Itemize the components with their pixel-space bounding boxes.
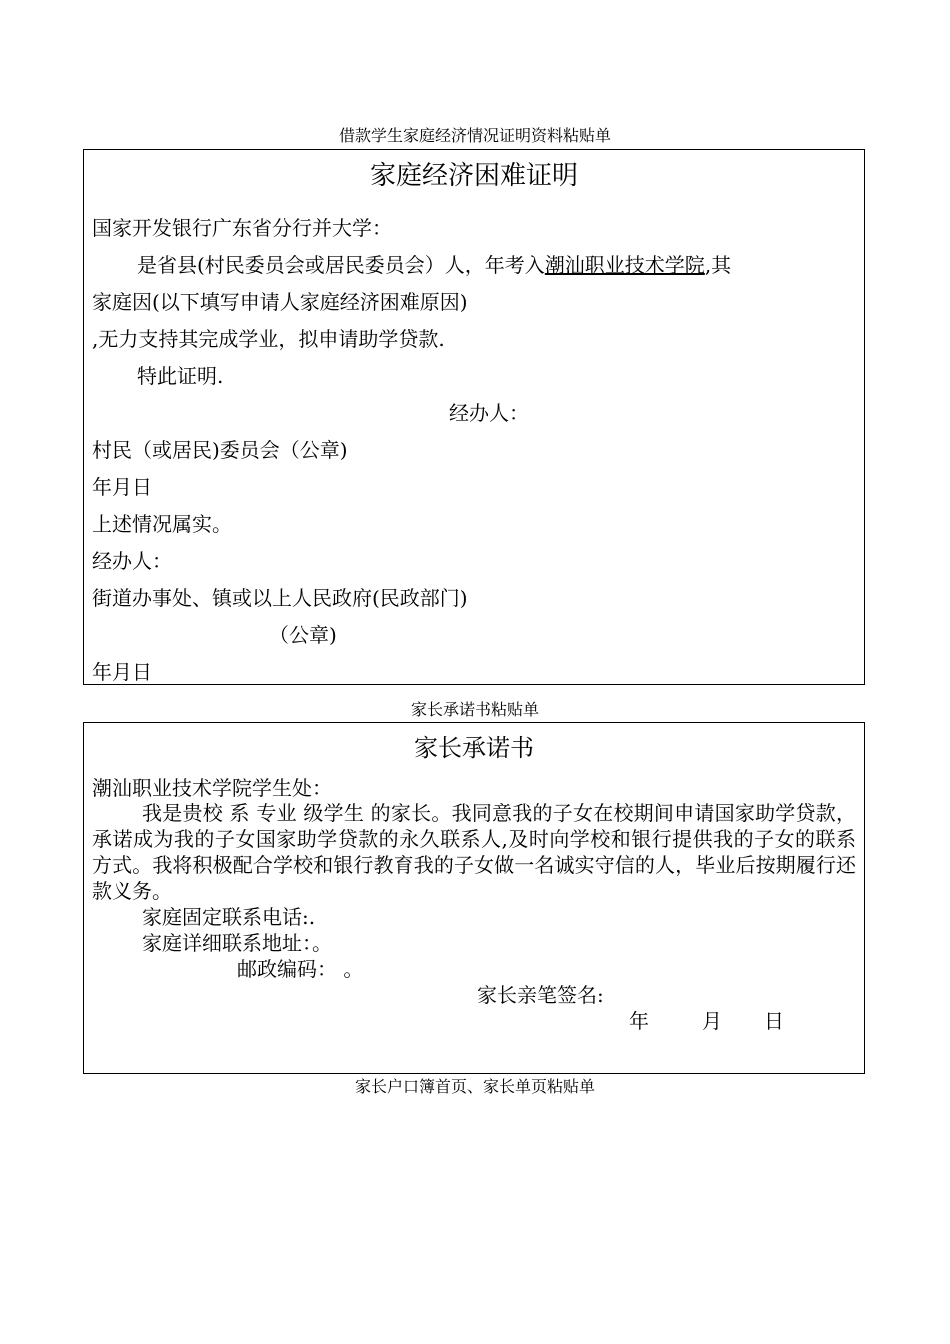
family-address: 家庭详细联系地址：。 xyxy=(142,931,332,955)
certificate-line-origin xyxy=(137,251,731,279)
village-committee-seal: 村民（或居民)委员会（公章) xyxy=(92,438,348,462)
date-village: 年月日 xyxy=(92,475,152,499)
parent-signature: 家长亲笔签名: xyxy=(477,983,604,1007)
pledge-body: 我是贵校 系 专业 级学生 的家长。我同意我的子女在校期间申请国家助学贷款，承诺成为我的子女国家助学贷款的永久联系人,及时向学校和银行提供我的子女的联系方式。我将积极配合学校和银行教育我的子女做一名诚实守信的人，毕业后按期履行还款义务。 xyxy=(92,801,856,903)
family-phone: 家庭固定联系电话:. xyxy=(142,905,316,929)
certificate-addressee: 国家开发银行广东省分行并大学： xyxy=(92,216,392,240)
government-office: 街道办事处、镇或以上人民政府(民政部门) xyxy=(92,586,468,610)
date-government: 年月日 xyxy=(92,660,152,684)
certificate-title: 家庭经济困难证明 xyxy=(369,161,578,191)
origin-suffix: ,其 xyxy=(704,253,732,277)
certificate-line-request: ,无力支持其完成学业，拟申请助学贷款. xyxy=(92,327,445,351)
financial-hardship-certificate xyxy=(83,149,865,685)
government-seal: （公章) xyxy=(269,623,337,647)
caption-parent-pledge: 家长承诺书粘贴单 xyxy=(410,700,539,719)
school-name: 潮汕职业技术学院 xyxy=(544,253,705,277)
handler-label-government: 经办人： xyxy=(92,549,172,573)
caption-household-register: 家长户口簿首页、家长单页粘贴单 xyxy=(354,1077,595,1096)
postcode: 邮政编码： 。 xyxy=(237,957,364,981)
caption-financial-proof: 借款学生家庭经济情况证明资料粘贴单 xyxy=(338,126,611,145)
origin-prefix: 是省县(村民委员会或居民委员会）人，年考入 xyxy=(137,253,545,277)
parent-pledge-letter xyxy=(83,722,865,1074)
pledge-date-month: 月 xyxy=(702,1009,722,1033)
pledge-date-year: 年 xyxy=(629,1009,649,1033)
pledge-addressee: 潮汕职业技术学院学生处： xyxy=(92,776,332,800)
certificate-line-attest: 特此证明. xyxy=(137,364,224,388)
pledge-title: 家长承诺书 xyxy=(414,734,534,762)
handler-label-village: 经办人： xyxy=(449,401,529,425)
pledge-date-day: 日 xyxy=(764,1009,784,1033)
certificate-line-reason: 家庭因(以下填写申请人家庭经济困难原因) xyxy=(92,290,468,314)
confirm-statement: 上述情况属实。 xyxy=(92,512,232,536)
